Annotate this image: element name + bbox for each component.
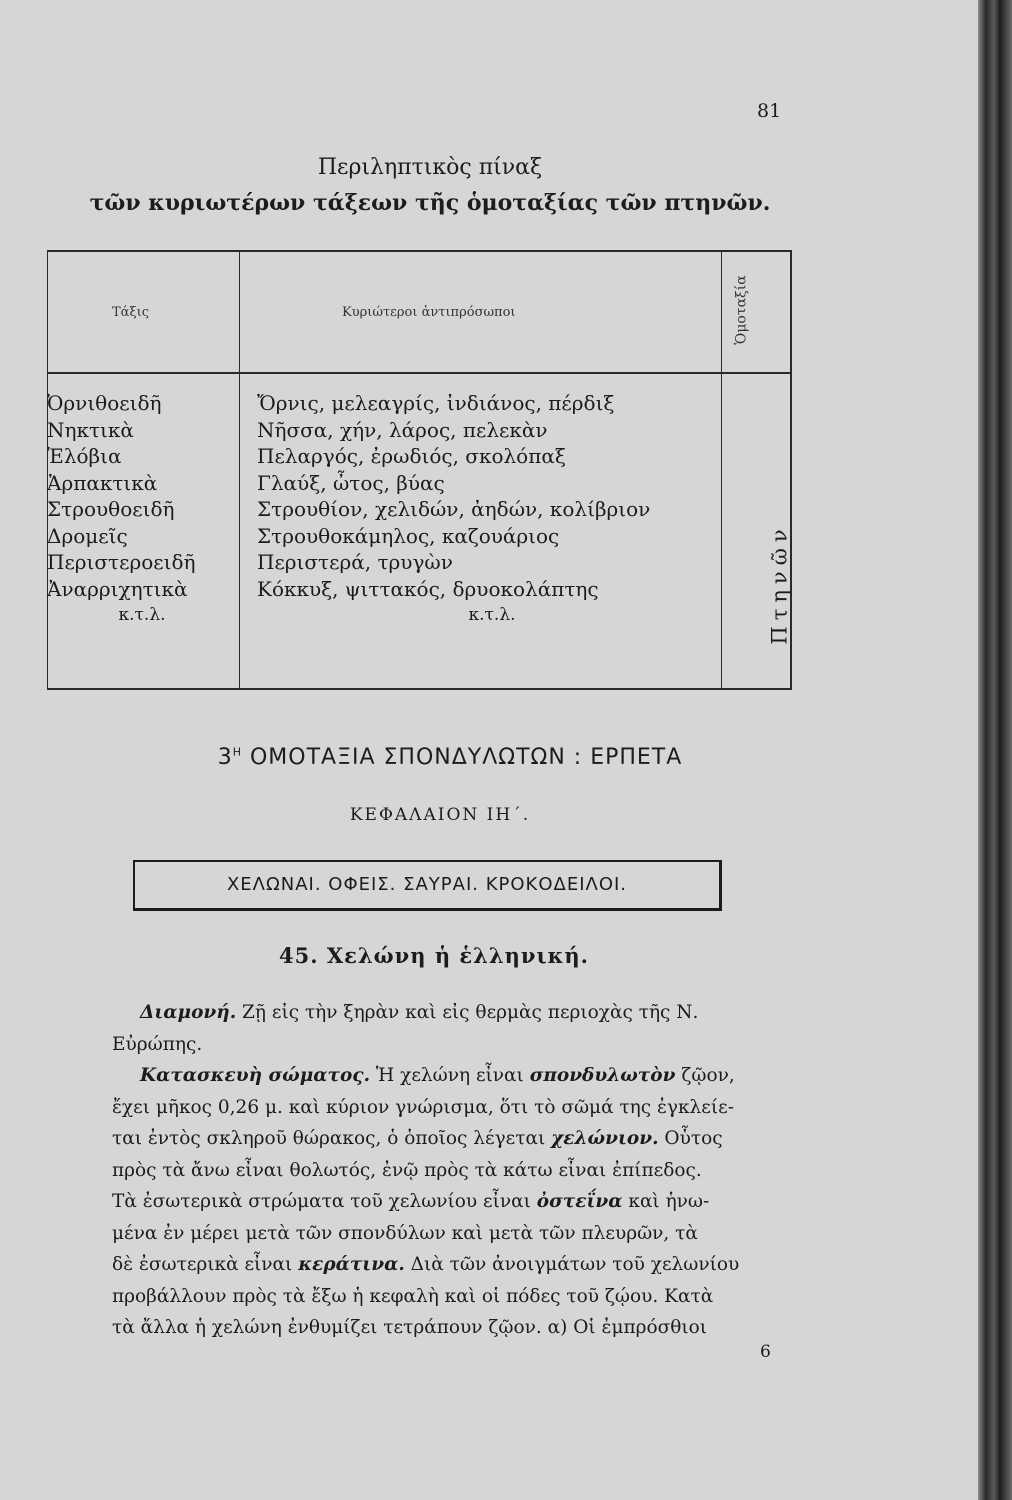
line-text: Εὐρώπης. [112,1033,203,1055]
text-line [112,1092,796,1124]
line-text: μένα ἐν μέρει μετὰ τῶν σπονδύλων καὶ μετὰ τῶν πλευρῶν, τὰ [112,1222,698,1244]
text-line [112,1186,796,1218]
table-row-representatives: Στρουθίον, χελιδών, ἀηδών, κολίβριον [257,497,651,521]
table-row-order: Στρουθοειδῆ [47,497,175,521]
line-text: ται ἐντὸς σκληροῦ θώρακος, ὁ ὁποῖος λέγεται [112,1128,546,1149]
table-row-representatives: Γλαύξ, ὦτος, βύας [257,470,445,495]
table-row-representatives: Περιστερά, τρυγὼν [257,550,453,574]
line-text: πρὸς τὰ ἄνω εἶναι θολωτός, ἐνῷ πρὸς τὰ κάτω εἶναι ἐπίπεδος. [112,1159,702,1181]
table-row-representatives: Κόκκυξ, ψιττακός, δρυοκολάπτης [257,576,599,601]
table-row-representatives: Νῆσσα, χήν, λάρος, πελεκὰν [257,417,548,442]
summary-table [47,250,791,690]
text-line [112,1218,796,1250]
line-text: τὰ ἄλλα ἡ χελώνη ἐνθυμίζει τετράπουν ζῷον. α) Οἱ ἐμπρόσθιοι [112,1317,708,1338]
table-row-representatives: Ὄρνις, μελεαγρίς, ἰνδιάνος, πέρδιξ [257,391,615,415]
class-heading [0,745,900,770]
line-text: ζῷον, [681,1065,735,1086]
book-spine-edge [978,0,1012,1500]
line-text: δὲ ἐσωτερικὰ εἶναι [112,1254,293,1275]
table-row-representatives: Στρουθοκάμηλος, καζουάριος [257,523,560,548]
boxed-heading-text: ΧΕΛΩΝΑΙ. ΟΦΕΙΣ. ΣΑΥΡΑΙ. ΚΡΟΚΟΔΕΙΛΟΙ. [226,874,628,895]
table-top-rule [47,250,791,252]
representatives-column [257,390,727,629]
text-line [112,1281,796,1313]
class-heading-text: ΟΜΟΤΑΞΙΑ ΣΠΟΝΔΥΛΩΤΩΝ : ΕΡΠΕΤΑ [249,745,683,770]
table-title-line2: τῶν κυριωτέρων τάξεων τῆς ὁμοταξίας τῶν πτηνῶν. [89,190,771,216]
table-row-order: Ἑλόβια [47,444,122,468]
text-line [112,1123,796,1155]
table-row-representatives: Πελαργός, ἐρωδιός, σκολόπαξ [257,444,566,468]
text-line [112,997,796,1029]
class-value: Πτηνῶν [767,523,792,645]
emphasis: ὀστεΐνα [536,1191,623,1212]
emphasis: χελώνιον. [551,1128,659,1149]
page-number: 81 [757,100,782,122]
text-line [112,1029,796,1061]
order-column [47,390,237,629]
text-line [112,1060,796,1092]
table-row-order: Δρομεῖς [47,523,128,548]
table-row-order: Ἁρπακτικὰ [47,470,158,495]
table-bottom-rule [47,688,791,690]
boxed-heading [133,860,722,911]
line-text: Ζῇ εἰς τὴν ξηρὰν καὶ εἰς θερμὰς περιοχὰς τῆς Ν. [242,1002,699,1023]
text-line [112,1312,796,1344]
header-representatives: Κυριώτεροι ἀντιπρόσωποι [342,305,516,320]
class-heading-sup: Η [232,745,242,759]
table-header-rule [47,372,791,374]
lesson-title: 45. Χελώνη ἡ ἑλληνική. [279,943,589,968]
table-row-order: Ἀναρριχητικὰ [47,576,188,601]
label-body-structure: Κατασκευὴ σώματος. [140,1065,371,1086]
table-row-order: Ὀρνιθοειδῆ [47,391,162,415]
emphasis: σπονδυλωτὸν [529,1065,676,1086]
line-text: Οὗτος [664,1128,723,1149]
text-line [112,1155,796,1187]
class-heading-num: 3 [217,745,233,770]
table-row-order: Νηκτικὰ [47,417,134,442]
header-class: Ὁμοταξία [733,275,750,345]
table-row-order: κ.τ.λ. [118,605,166,625]
table-row-order: Περιστεροειδῆ [47,550,196,574]
emphasis: κεράτινα. [298,1254,405,1275]
table-row-representatives: κ.τ.λ. [468,605,516,625]
table-title-line1: Περιληπτικὸς πίναξ [317,155,543,180]
line-text: Ἡ χελώνη εἶναι [375,1065,524,1086]
line-text: καὶ ἡνω- [628,1191,710,1212]
label-habitat: Διαμονή. [140,1002,237,1023]
line-text: Τὰ ἐσωτερικὰ στρώματα τοῦ χελωνίου εἶναι [112,1191,531,1212]
line-text: προβάλλουν πρὸς τὰ ἔξω ἡ κεφαλὴ καὶ οἱ πόδες τοῦ ζῴου. Κατὰ [112,1285,714,1307]
body-paragraph [112,997,796,1344]
signature-number: 6 [760,1342,771,1362]
table-col-rule-1 [239,250,240,690]
line-text: ἔχει μῆκος 0,26 μ. καὶ κύριον γνώρισμα, ὅτι τὸ σῶμά της ἐγκλείε- [112,1096,734,1118]
line-text: Διὰ τῶν ἀνοιγμάτων τοῦ χελωνίου [410,1254,740,1275]
chapter-heading: ΚΕΦΑΛΑΙΟΝ ΙΗ΄. [349,805,531,825]
header-order: Τάξις [112,305,149,320]
text-line [112,1249,796,1281]
